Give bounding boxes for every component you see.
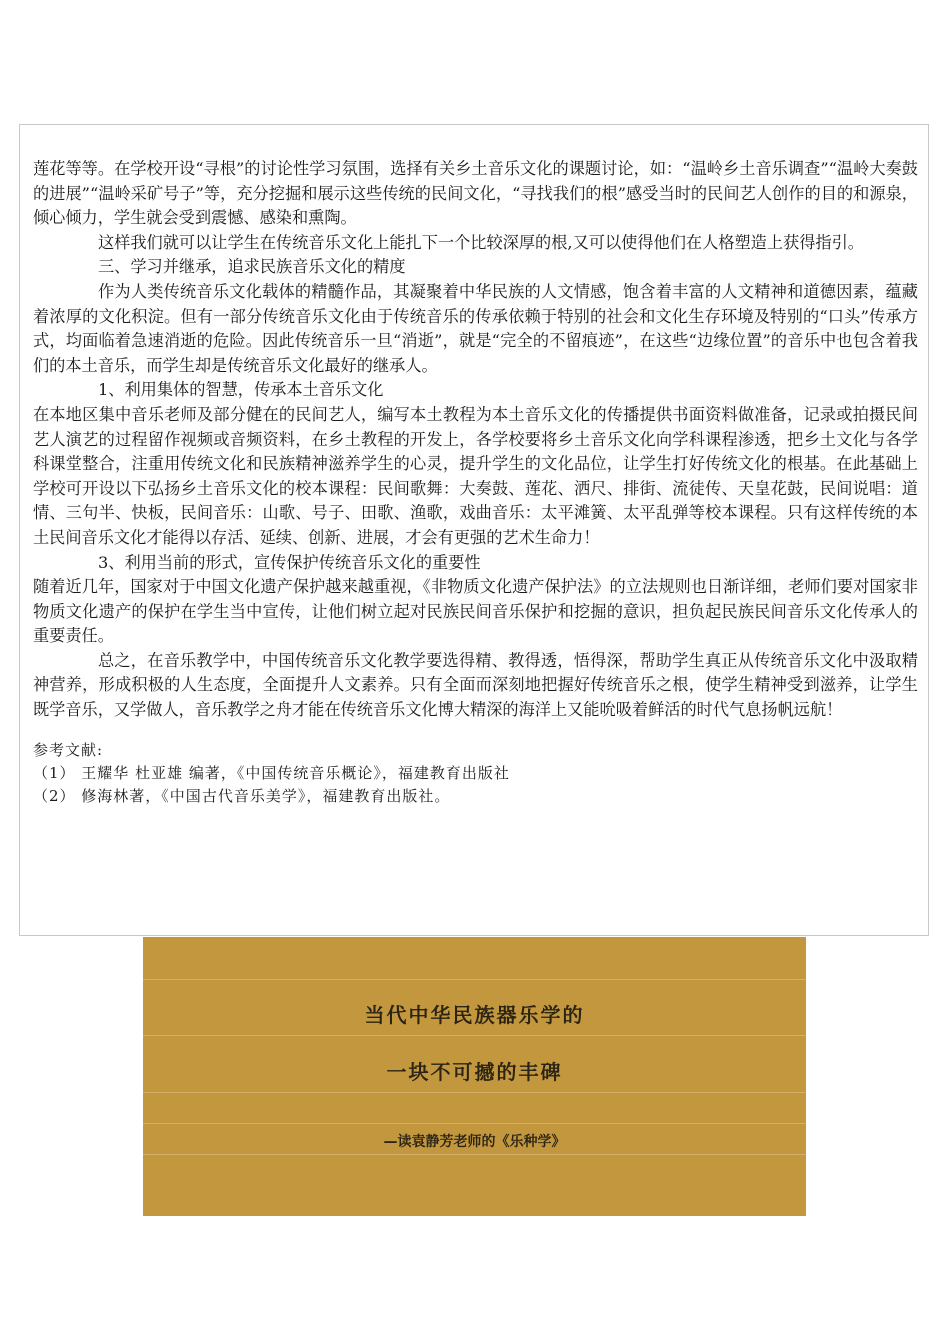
title-banner [143, 937, 806, 1216]
banner-subtitle: —读袁静芳老师的《乐种学》 [383, 1134, 566, 1150]
article-text-box [19, 124, 929, 936]
banner-divider [143, 979, 806, 980]
banner-divider [143, 1035, 806, 1036]
subheading-3: 3、利用当前的形式，宣传保护传统音乐文化的重要性 [98, 552, 481, 572]
banner-divider [143, 1123, 806, 1124]
paragraph-4: 作为人类传统音乐文化载体的精髓作品，其凝聚着中华民族的人文情感，饱含着丰富的人文精神和道德因素，蕴藏着浓厚的文化积淀。但有一部分传统音乐文化由于传统音乐的传承依赖于特别的社会和文化生存环境及特别的“口头”传承方式，均面临着急速消逝的危险。因此传统音乐一旦“消逝”，就是“完全的不留痕迹”，在这些“边缘位置”的音乐中也包含着我们的本土音乐，而学生却是传统音乐文化最好的继承人。 [33, 281, 918, 375]
paragraph-1: 莲花等等。在学校开设“寻根”的讨论性学习氛围，选择有关乡土音乐文化的课题讨论，如：“温岭乡土音乐调查”“温岭大奏鼓的进展”“温岭采矿号子”等，充分挖掘和展示这些传统的民间文化，“寻找我们的根”感受当时的民间艺人创作的目的和源泉，倾心倾力，学生就会受到震憾、感染和熏陶。 [33, 159, 918, 228]
paragraph-6: 在本地区集中音乐老师及部分健在的民间艺人，编写本土教程为本土音乐文化的传播提供书面资料做准备，记录或拍摄民间艺人演艺的过程留作视频或音频资料，在乡土教程的开发上，各学校要将乡土音乐文化向学科课程渗透，把乡土文化与各学科课堂整合，注重用传统文化和民族精神滋养学生的心灵，提升学生的文化品位，让学生打好传统文化的根基。在此基础上学校可开设以下弘扬乡土音乐文化的校本课程：民间歌舞：大奏鼓、莲花、洒尺、排街、流徒传、天皇花鼓，民间说唱：道情、三句半、快板，民间音乐：山歌、号子、田歌、渔歌，戏曲音乐：太平滩簧、太平乱弹等校本课程。只有这样传统的本土民间音乐文化才能得以存活、延续、创新、进展，才会有更强的艺术生命力！ [33, 404, 918, 547]
paragraph-conclusion: 总之，在音乐教学中，中国传统音乐文化教学要选得精、教得透，悟得深，帮助学生真正从传统音乐文化中汲取精神营养，形成积极的人生态度，全面提升人文素养。只有全面而深刻地把握好传统音乐之根，使学生精神受到滋养，让学生既学音乐，又学做人，音乐教学之舟才能在传统音乐文化博大精深的海洋上又能吮吸着鲜活的时代气息扬帆远航！ [33, 650, 918, 720]
references-section [33, 739, 918, 808]
banner-title-line-2: 一块不可撼的丰碑 [386, 1060, 563, 1084]
subheading-1: 1、利用集体的智慧，传承本土音乐文化 [98, 380, 384, 400]
banner-divider [143, 1092, 806, 1093]
paragraph-8: 随着近几年，国家对于中国文化遗产保护越来越重视，《非物质文化遗产保护法》的立法规则也日渐详细，老师们要对国家非物质文化遗产的保护在学生当中宣传，让他们树立起对民族民间音乐保护和挖掘的意识，担负起民族民间音乐文化传承人的重要责任。 [33, 577, 918, 646]
references-heading: 参考文献: [33, 740, 104, 759]
reference-item-1: （1） 王耀华 杜亚雄 编著，《中国传统音乐概论》，福建教育出版社 [33, 763, 510, 782]
banner-title-line-1: 当代中华民族器乐学的 [364, 1003, 585, 1027]
section-heading-3: 三、学习并继承，追求民族音乐文化的精度 [98, 257, 406, 277]
banner-divider [143, 1154, 806, 1155]
paragraph-2: 这样我们就可以让学生在传统音乐文化上能扎下一个比较深厚的根,又可以使得他们在人格塑造上获得指引。 [98, 232, 864, 252]
reference-item-2: （2） 修海林著，《中国古代音乐美学》，福建教育出版社。 [33, 786, 451, 805]
